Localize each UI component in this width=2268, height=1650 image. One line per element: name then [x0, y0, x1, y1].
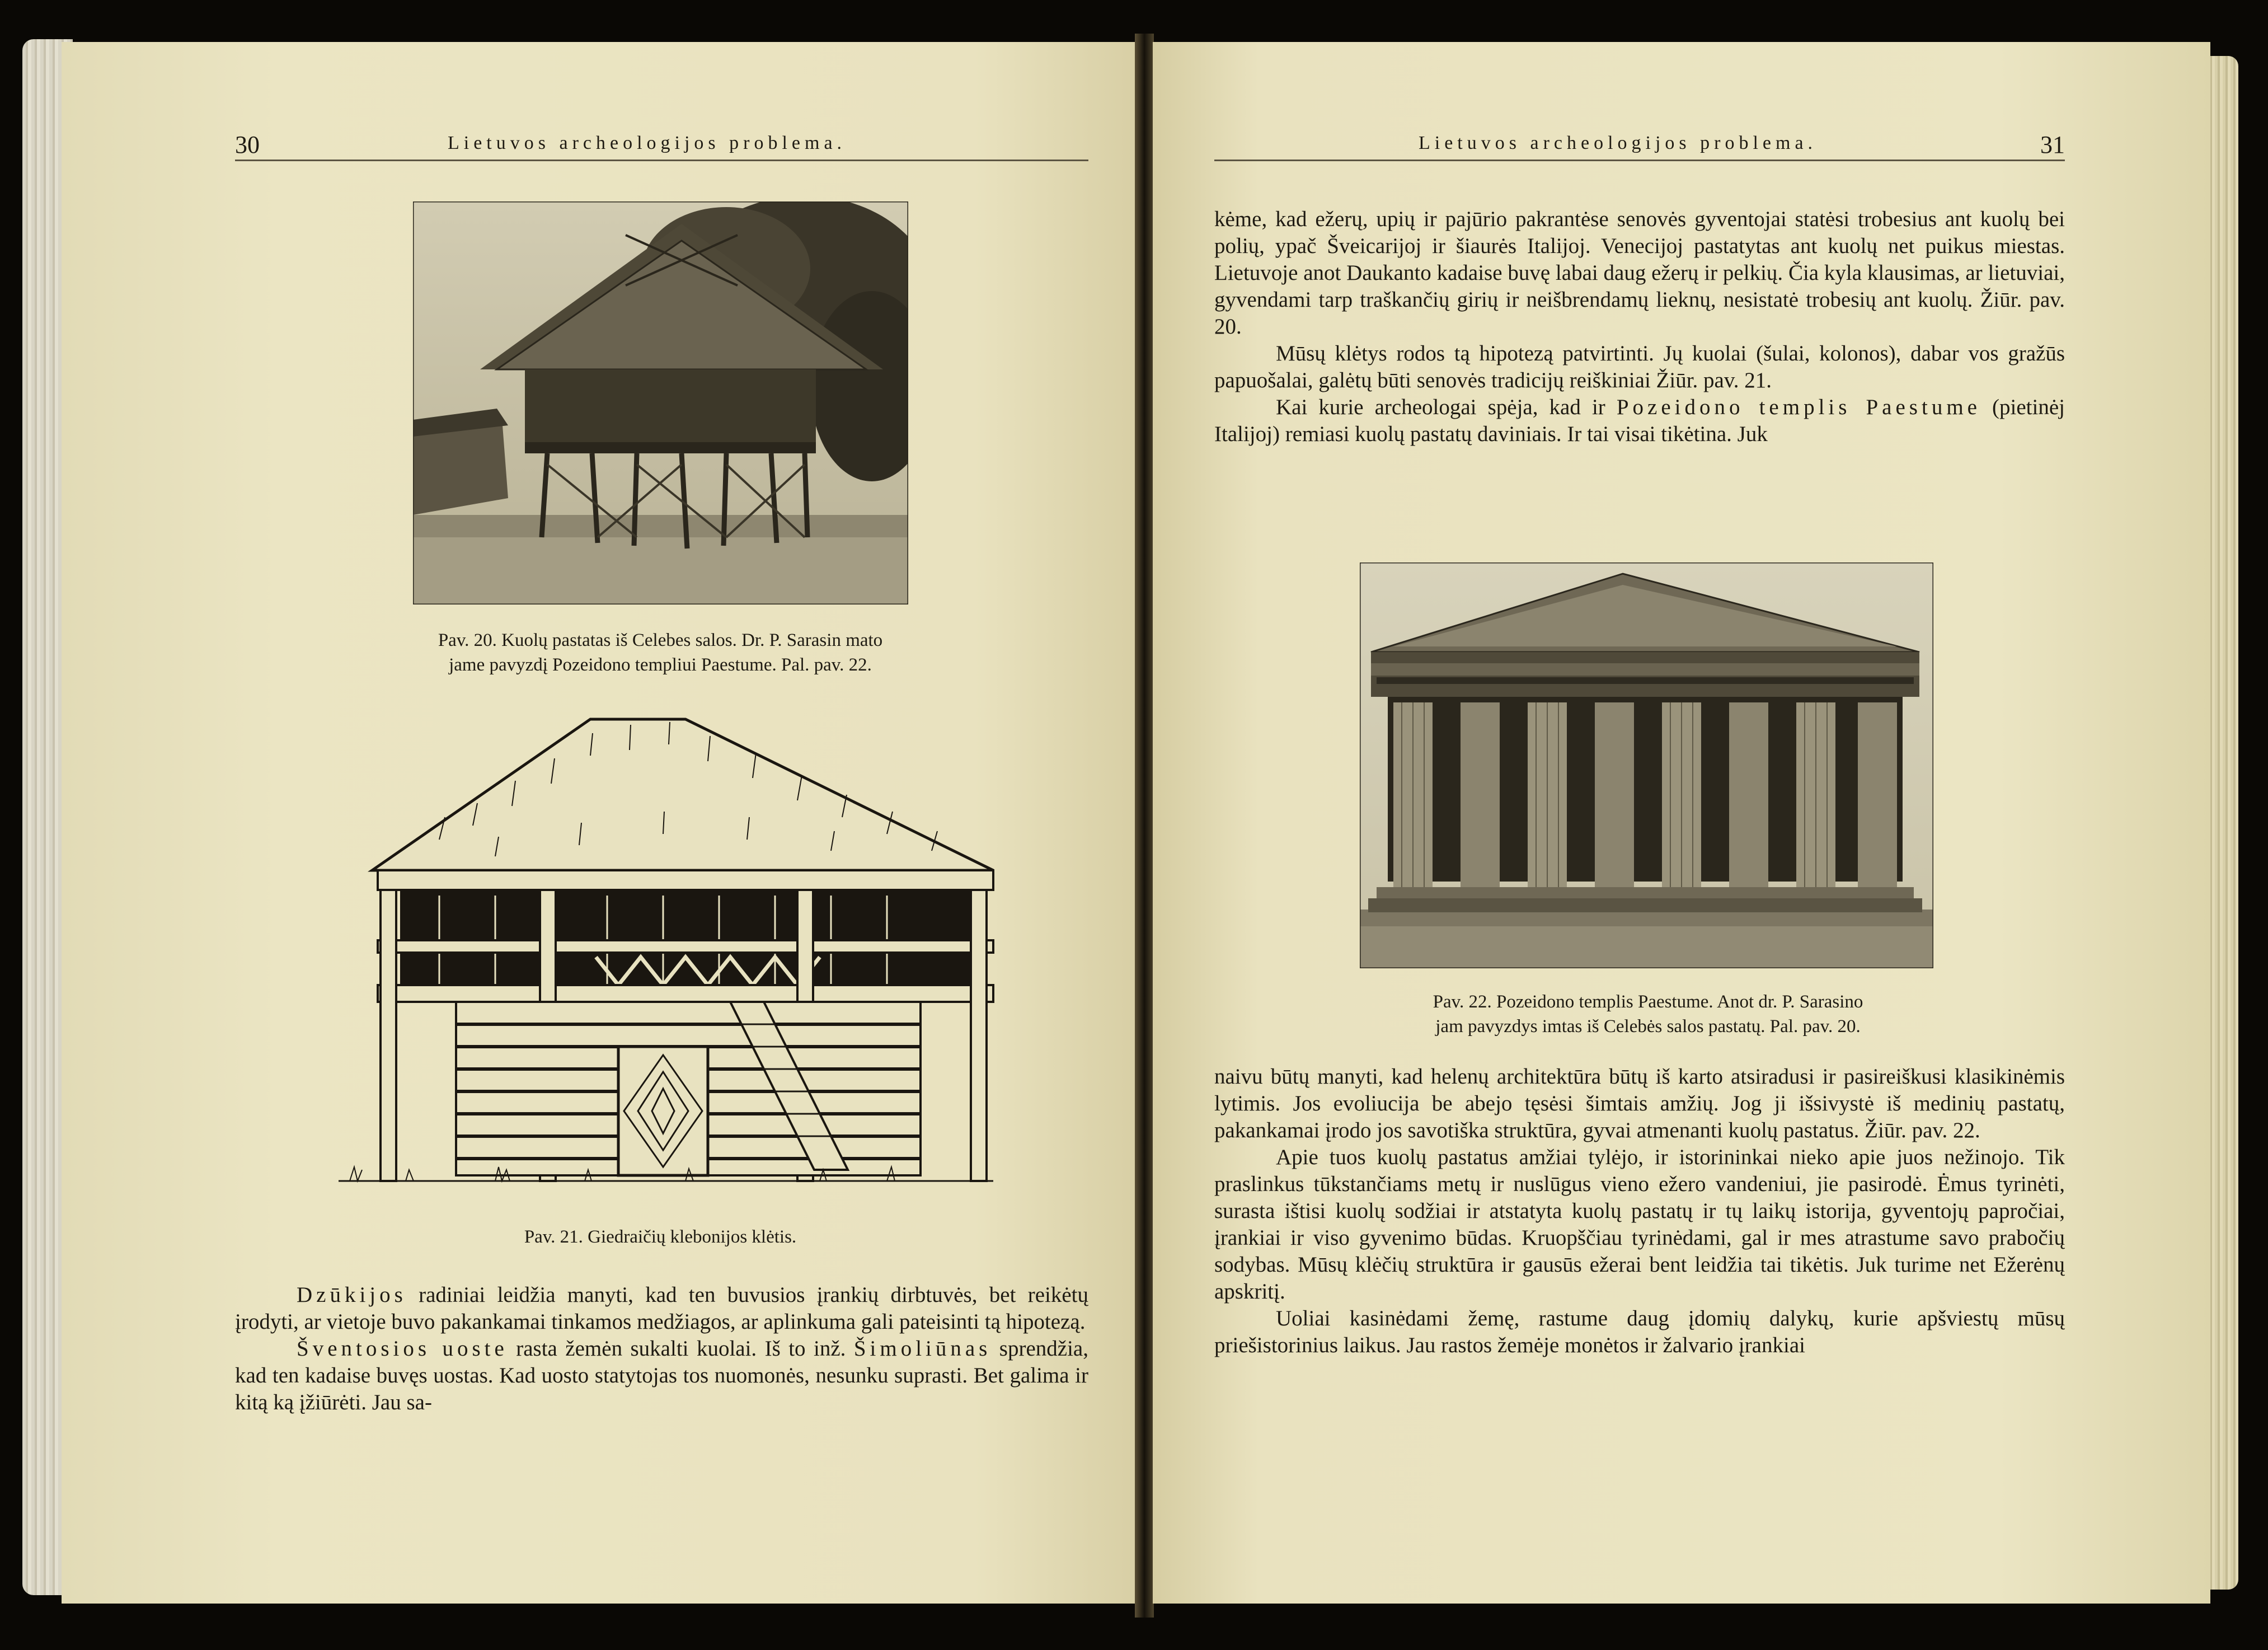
left-running-title: Lietuvos archeologijos problema. [448, 133, 847, 153]
right-paragraph-1: kėme, kad ežerų, upių ir pajūrio pakrantėse senovės gyventojai statėsi trobesius ant kuolų bei polių, ypač Šveicarijoj ir šiaurės Italijoj. Venecijoj pastatytas ant kuolų net puikus miestas. Lietuvoje anot Daukanto kadaise buvę labai daug ežerų ir pelkių. Čia kyla klausimas, ar lietuviai, gyvendami tarp traškančių girių ir neišbrendamų lieknų, nesistatė trobesių ant kuolų. Žiūr. pav. 20. [1214, 207, 2065, 339]
left-paragraph-2-text2: sprendžia, kad ten kadaise buvęs uostas. Kad uosto statytojas tos nuomonės, nesunku suprasti. Bet galima ir kitą ką įžiūrėti. Jau sa- [235, 1337, 1088, 1414]
spaced-word-simoliunas: Šimoliūnas [853, 1337, 992, 1361]
right-paragraph-3 [1214, 394, 2065, 448]
spaced-word-sventosios: Šventosios uoste [297, 1337, 508, 1361]
right-paragraph-5: Apie tuos kuolų pastatus amžiai tylėjo, ir istorininkai nieko apie juos nežinojo. Tik praslinkus tūkstančiams metų ir nuslūgus vieno ežero vandeniui, jie pasirodė. Ėmus tyrinėti, surasta ištisi kuolų sodžiai ir atstatyta kuolų pastatų ir tų laikų istorija, gyventojų papročiai, įrankiai ir viso gyvenimo būdas. Kruopščiau tyrinėdami, gal ir mes atrastume savo prabočių sodybas. Mūsų klėčių struktūra ir gausūs ežerai bent leidžia tai tikėtis. Juk turime net Ežerėnų apskritį. [1214, 1145, 2065, 1304]
left-paragraph-2 [235, 1335, 1088, 1416]
left-paragraph-1-text: radiniai leidžia manyti, kad ten buvusios įrankių dirbtuvės, bet reikėtų įrodyti, ar vietoje buvo pakankamai tinkamos medžiagos, ar aplinkuma gali pateisinti tą hipotezą. [235, 1283, 1088, 1334]
figure-22-caption [1293, 990, 2003, 1039]
right-paragraph-3-text2: (pietinėj Italijoj) remiasi kuolų pastatų daviniais. Ir tai visai tikėtina. Juk [1214, 395, 2065, 446]
figure-21-drawing [327, 705, 999, 1209]
left-body-text [235, 1282, 1088, 1416]
figure-22-caption-line2: jam pavyzdys imtas iš Celebės salos pastatų. Pal. pav. 20. [1435, 1016, 1861, 1037]
book-gutter [1135, 34, 1154, 1618]
figure-20-caption-line1: Pav. 20. Kuolų pastatas iš Celebes salos. Dr. P. Sarasin mato [438, 630, 883, 650]
left-paragraph-1 [235, 1282, 1088, 1335]
right-body-text-top [1214, 206, 2065, 448]
figure-22-caption-line1: Pav. 22. Pozeidono templis Paestume. Anot dr. P. Sarasino [1433, 992, 1863, 1012]
right-running-head [1214, 126, 2065, 161]
right-page-number: 31 [2040, 131, 2065, 158]
figure-22-photo [1360, 562, 1933, 968]
stilt-house-photo-icon [413, 201, 908, 604]
figure-20-photo [413, 201, 908, 604]
granary-drawing-icon [327, 705, 999, 1209]
greek-temple-photo-icon [1360, 562, 1933, 968]
spaced-word-dzukijos: Dzūkijos [297, 1283, 407, 1307]
figure-20-caption-line2: jame pavyzdį Pozeidono templiui Paestume. Pal. pav. 22. [449, 655, 872, 675]
right-running-title: Lietuvos archeologijos problema. [1419, 133, 1818, 153]
figure-20-caption [313, 628, 1007, 677]
right-body-text-bottom [1214, 1063, 2065, 1359]
figure-21-caption [313, 1225, 1007, 1249]
right-paragraph-6: Uoliai kasinėdami žemę, rastume daug įdomių dalykų, kurie apšviestų mūsų priešistorinius laikus. Jau rastos žemėje monėtos ir žalvario įrankiai [1214, 1306, 2065, 1357]
left-page-number: 30 [235, 131, 260, 158]
figure-21-caption-text: Pav. 21. Giedraičių klebonijos klėtis. [524, 1227, 797, 1247]
right-paragraph-3-text1: Kai kurie archeologai spėja, kad ir [1276, 395, 1617, 419]
left-paragraph-2-text1: rasta žemėn sukalti kuolai. Iš to inž. [508, 1337, 854, 1361]
left-running-head [235, 126, 1088, 161]
spaced-word-pozeidono: Pozeidono templis Paestume [1616, 395, 1981, 419]
right-paragraph-2: Mūsų klėtys rodos tą hipotezą patvirtinti. Jų kuolai (šulai, kolonos), dabar vos gražūs papuošalai, galėtų būti senovės tradicijų reiškiniai Žiūr. pav. 21. [1214, 341, 2065, 392]
right-paragraph-4: naivu būtų manyti, kad helenų architektūra būtų iš karto atsiradusi ir pasireiškusi klasikinėmis lytimis. Jos evoliucija be abejo tęsėsi šimtais amžių. Jog ji išsivystė iš medinių pastatų, pakankamai įrodo jos savotiška struktūra, gyvai atmenanti kuolų pastatus. Žiūr. pav. 22. [1214, 1065, 2065, 1142]
